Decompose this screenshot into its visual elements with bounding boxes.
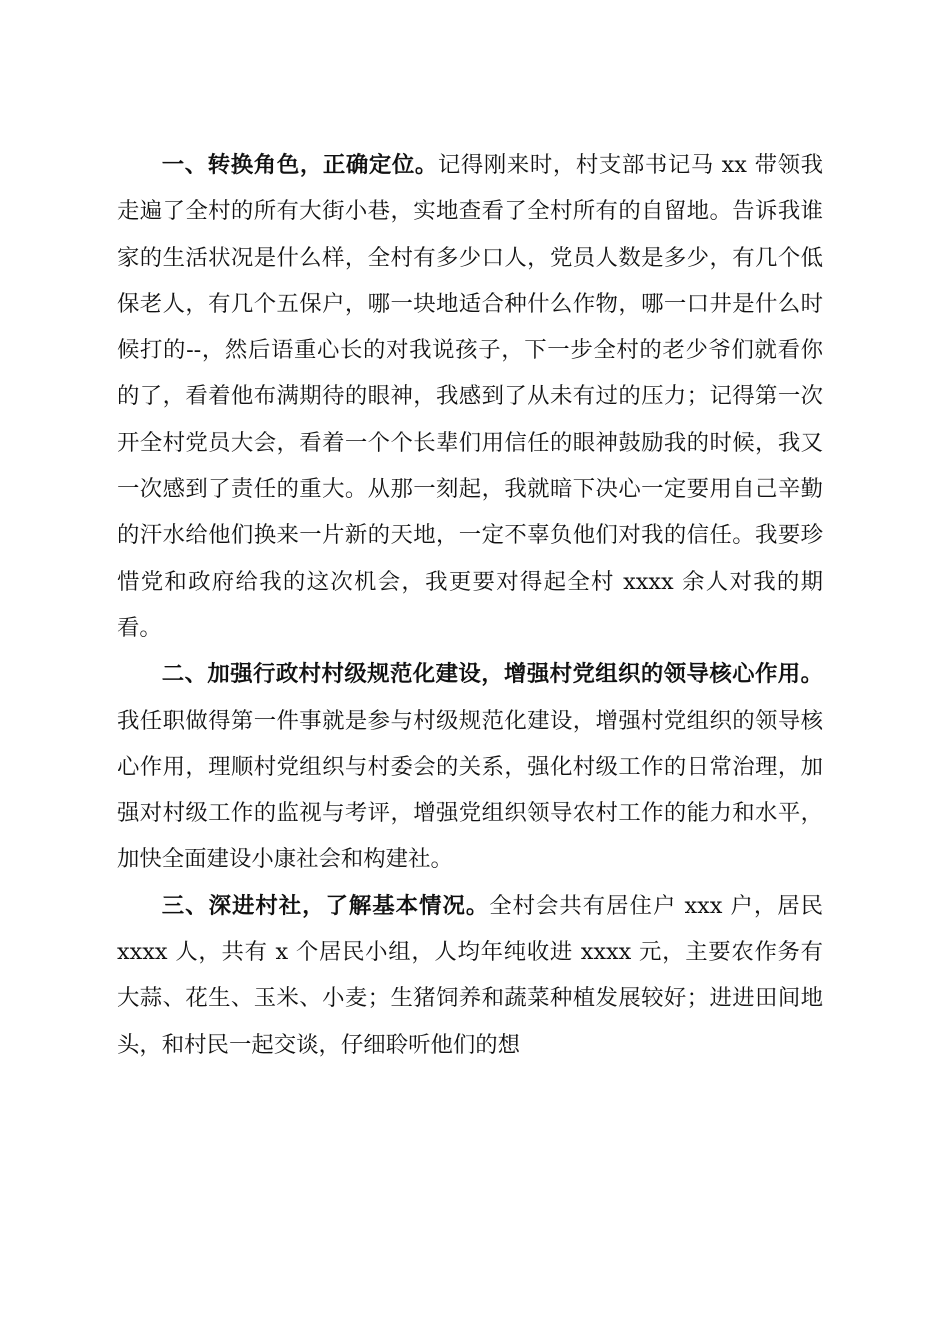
paragraph-2-heading: 二、加强行政村村级规范化建设，增强村党组织的领导核心作用。 xyxy=(161,661,823,688)
paragraph-1 xyxy=(117,142,823,651)
paragraph-1-body: 记得刚来时，村支部书记马 xx 带领我走遍了全村的所有大街小巷，实地查看了全村所有的自留地。告诉我谁家的生活状况是什么样，全村有多少口人，党员人数是多少，有几个低保老人，有几个五保户，哪一块地适合种什么作物，哪一口井是什么时候打的--，然后语重心长的对我说孩子，下一步全村的老少爷们就看你的了，看着他布满期待的眼神，我感到了从未有过的压力；记得第一次开全村党员大会，看着一个个长辈们用信任的眼神鼓励我的时候，我又一次感到了责任的重大。从那一刻起，我就暗下决心一定要用自己辛勤的汗水给他们换来一片新的天地，一定不辜负他们对我的信任。我要珍惜党和政府给我的这次机会，我更要对得起全村 xxxx 余人对我的期看。 xyxy=(117,152,823,641)
paragraph-3 xyxy=(117,883,823,1068)
paragraph-1-heading: 一、转换角色，正确定位。 xyxy=(161,152,438,178)
paragraph-2-body: 我任职做得第一件事就是参与村级规范化建设，增强村党组织的领导核心作用，理顺村党组织与村委会的关系，强化村级工作的日常治理，加强对村级工作的监视与考评，增强党组织领导农村工作的能力和水平，加快全面建设小康社会和构建社。 xyxy=(117,707,823,873)
paragraph-3-body: 全村会共有居住户 xxx 户，居民 xxxx 人，共有 x 个居民小组，人均年纯收进 xxxx 元，主要农作务有大蒜、花生、玉米、小麦；生猪饲养和蔬菜种植发展较好；进进田间地头，和村民一起交谈，仔细聆听他们的想 xyxy=(117,892,824,1058)
paragraph-2 xyxy=(117,651,823,882)
paragraph-3-heading: 三、深进村社，了解基本情况。 xyxy=(161,892,490,919)
document-page xyxy=(117,142,823,1068)
